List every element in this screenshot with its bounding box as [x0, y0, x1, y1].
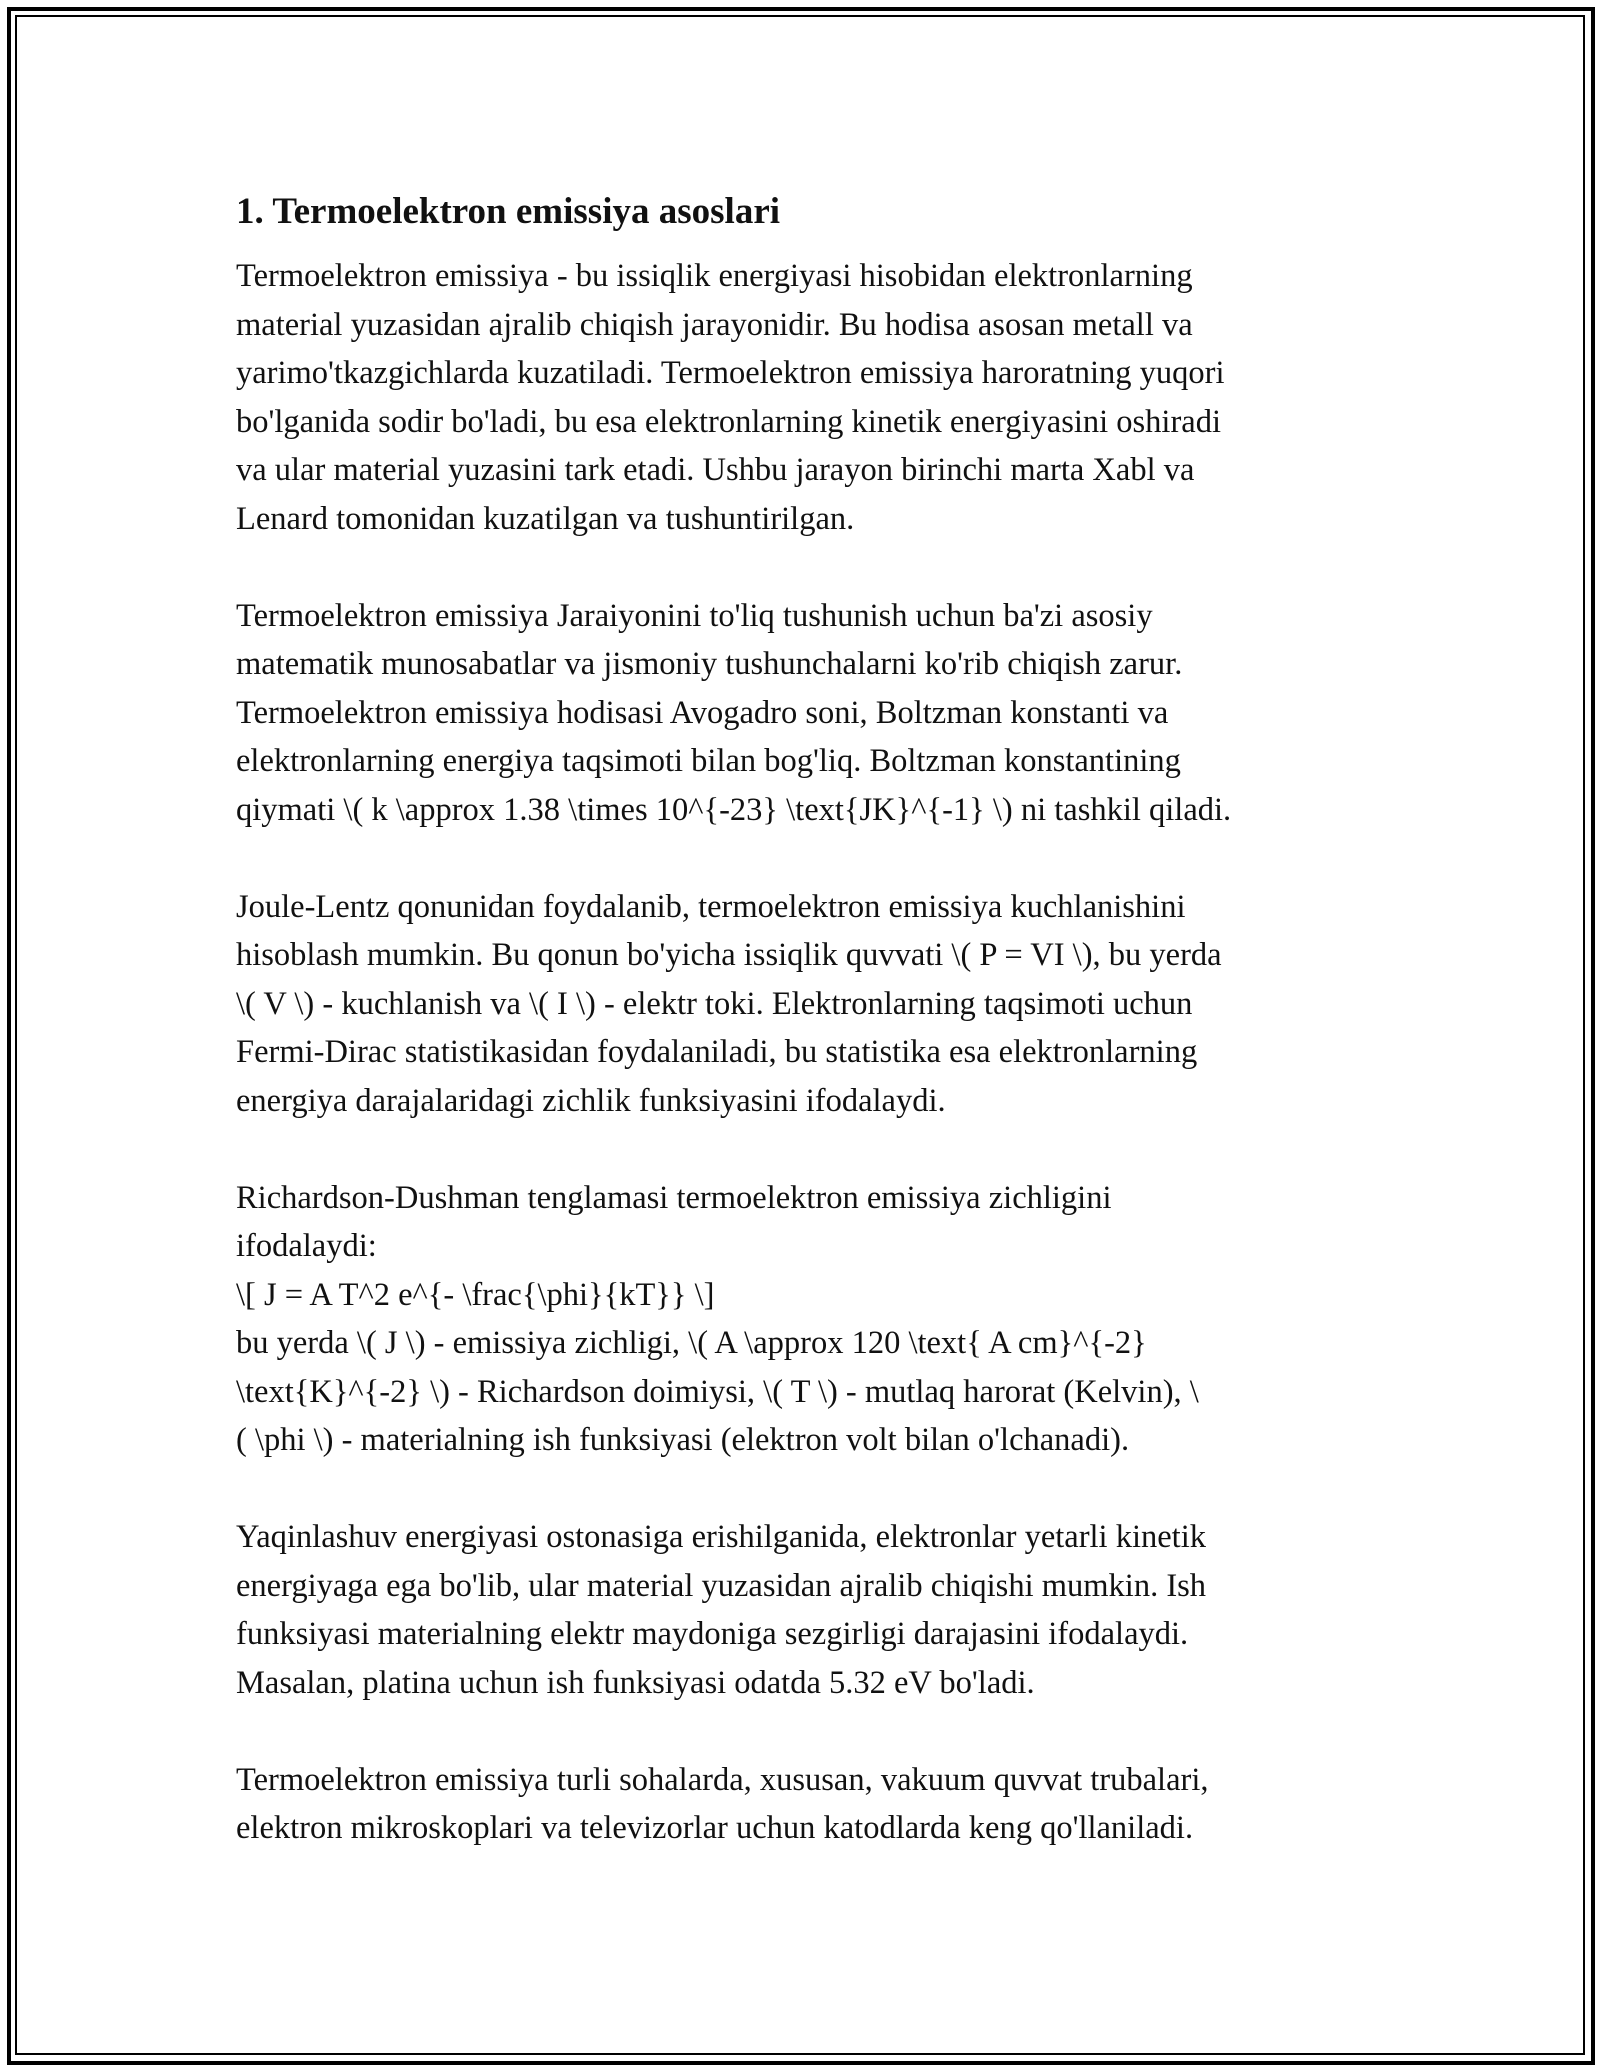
paragraph-joule-lentz: Joule-Lentz qonunidan foydalanib, termoelektron emissiya kuchlanishini hisoblash mumkin. Bu qonun bo'yicha issiqlik quvvati \( P = VI \), bu yerda \( V \) - kuchlanish va \( I \) - elektr toki. Elektronlarning taqsimoti uchun Fermi-Dirac statistikasidan foydalaniladi, bu statistika esa elektronlarning energiya darajalaridagi zichlik funksiyasini ifodalaydi. — [236, 888, 1222, 1119]
paragraph-work-function: Yaqinlashuv energiyasi ostonasiga erishilganida, elektronlar yetarli kinetik energiyaga ega bo'lib, ular material yuzasidan ajralib chiqishi mumkin. Ish funksiyasi materialning elektr maydoniga sezgirligi darajasini ifodalaydi. Masalan, platina uchun ish funksiyasi odatda 5.32 eV bo'ladi. — [236, 1519, 1207, 1701]
section-heading: 1. Termoelektron emissiya asoslari — [236, 191, 781, 232]
document-body — [236, 188, 1386, 1853]
paragraph-boltzmann: Termoelektron emissiya Jaraiyonini to'liq tushunish uchun ba'zi asosiy matematik munosabatlar va jismoniy tushunchalarni ko'rib chiqish zarur. Termoelektron emissiya hodisasi Avogadro soni, Boltzman konstanti va elektronlarning energiya taqsimoti bilan bog'liq. Boltzman konstantining qiymati \( k \approx 1.38 \times 10^{-23} \text{JK}^{-1} \) ni tashkil qiladi. — [236, 597, 1232, 828]
paragraph-applications: Termoelektron emissiya turli sohalarda, xususan, vakuum quvvat trubalari, elektron mikroskoplari va televizorlar uchun katodlarda keng qo'llaniladi. — [236, 1761, 1209, 1846]
paragraph-richardson-dushman: Richardson-Dushman tenglamasi termoelektron emissiya zichligini ifodalaydi: \[ J = A T^2 e^{- \frac{\phi}{kT}} \] bu yerda \( J \) - emissiya zichligi, \( A \approx 120 \text{ A cm}^{-2} \text{K}^{-2} \) - Richardson doimiysi, \( T \) - mutlaq harorat (Kelvin), \ ( \phi \) - materialning ish funksiyasi (elektron volt bilan o'lchanadi). — [236, 1179, 1199, 1458]
paragraph-introduction: Termoelektron emissiya - bu issiqlik energiyasi hisobidan elektronlarning material yuzasidan ajralib chiqish jarayonidir. Bu hodisa asosan metall va yarimo'tkazgichlarda kuzatiladi. Termoelektron emissiya haroratning yuqori bo'lganida sodir bo'ladi, bu esa elektronlarning kinetik energiyasini oshiradi va ular material yuzasini tark etadi. Ushbu jarayon birinchi marta Xabl va Lenard tomonidan kuzatilgan va tushuntirilgan. — [236, 258, 1225, 537]
